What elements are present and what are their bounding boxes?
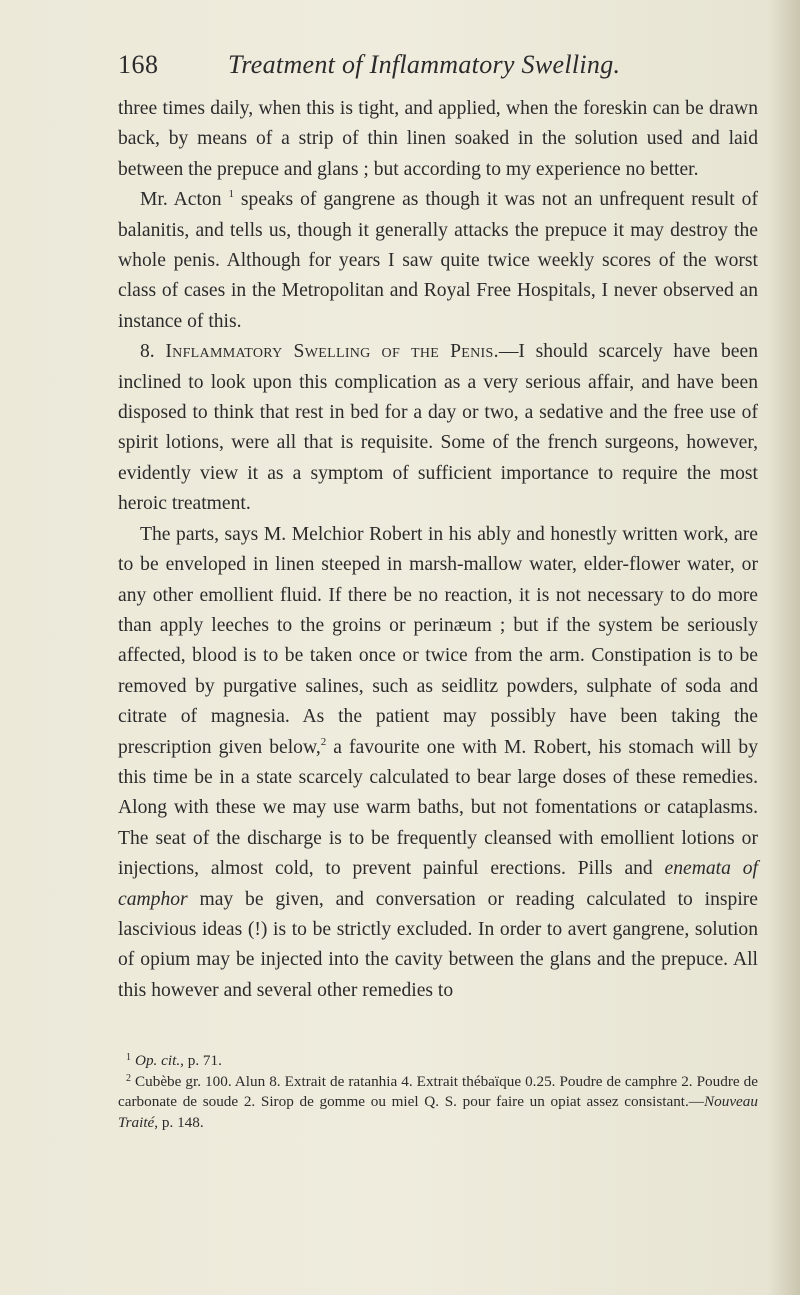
- paragraph-robert: The parts, says M. Melchior Robert in his ably and honestly written work, are to be enveloped in linen steeped in marsh-mallow water, elder-flower water, or any other emollient fluid. If there be no reaction, it is not necessary to do more than apply leeches to the groins or perinæum ; but if the system be seriously affected, blood is to be taken once or twice from the arm. Constipation is to be removed by purgative salines, such as seidlitz powders, sulphate of soda and citrate of magnesia. As the patient may possibly have been taking the prescription given below,$^2$ a favourite one with M. Robert, his stomach will by this time be in a state scarcely calculated to bear large doses of these remedies. Along with these we may use warm baths, but not fomentations or cataplasms. The seat of the discharge is to be frequently cleansed with emollient lotions or injections, almost cold, to prevent painful erections. Pills and enemata of camphor may be given, and conversation or reading calculated to inspire lascivious ideas (!) is to be strictly excluded. In order to avert gangrene, solution of opium may be injected into the cavity between the glans and the prepuce. All this however and several other remedies to: [118, 523, 758, 1001]
- paragraph-acton: Mr. Acton $^1$ speaks of gangrene as though it was not an unfrequent result of balanitis, and tells us, though it generally attacks the prepuce it may destroy the whole penis. Although for years I saw quite twice weekly scores of the worst class of cases in the Metropolitan and Royal Free Hospitals, I never observed an instance of this.: [118, 188, 758, 332]
- body-text: [118, 94, 758, 1006]
- page-number: 168: [118, 50, 159, 79]
- footnote-ref-2: 2: [320, 735, 327, 748]
- italic-term: enemata of camphor: [118, 858, 758, 910]
- section-number: 8.: [140, 341, 166, 363]
- running-title: Treatment of Inflammatory Swelling.: [228, 50, 621, 79]
- footnote-1: $^1$ Op. cit., p. 71.: [126, 1052, 222, 1069]
- page-header: [118, 50, 758, 84]
- paragraph-continuation: three times daily, when this is tight, and applied, when the foreskin can be drawn back, by means of a strip of thin linen soaked in the solution used and laid between the prepuce and glans ; but according to my experience no better.: [118, 98, 758, 180]
- paragraph-section-8: 8. Inflammatory Swelling of the Penis.—I should scarcely have been inclined to look upon this complication as a very serious affair, and have been disposed to think that rest in bed for a day or two, a sedative and the free use of spirit lotions, were all that is requisite. Some of the french surgeons, however, evidently view it as a symptom of sufficient importance to require the most heroic treatment.: [118, 341, 758, 515]
- footnote-ref-1: 1: [228, 188, 234, 201]
- section-heading: Inflammatory Swelling of the Penis.: [165, 341, 499, 363]
- footnote-2: $^2$ Cubèbe gr. 100. Alun 8. Extrait de ratanhia 4. Extrait thébaïque 0.25. Poudre de camphre 2. Poudre de carbonate de soude 2. Sirop de gomme ou miel Q. S. pour faire un opiat assez consistant.—Nouveau Traité, p. 148.: [118, 1072, 758, 1131]
- footnotes: [118, 1051, 758, 1133]
